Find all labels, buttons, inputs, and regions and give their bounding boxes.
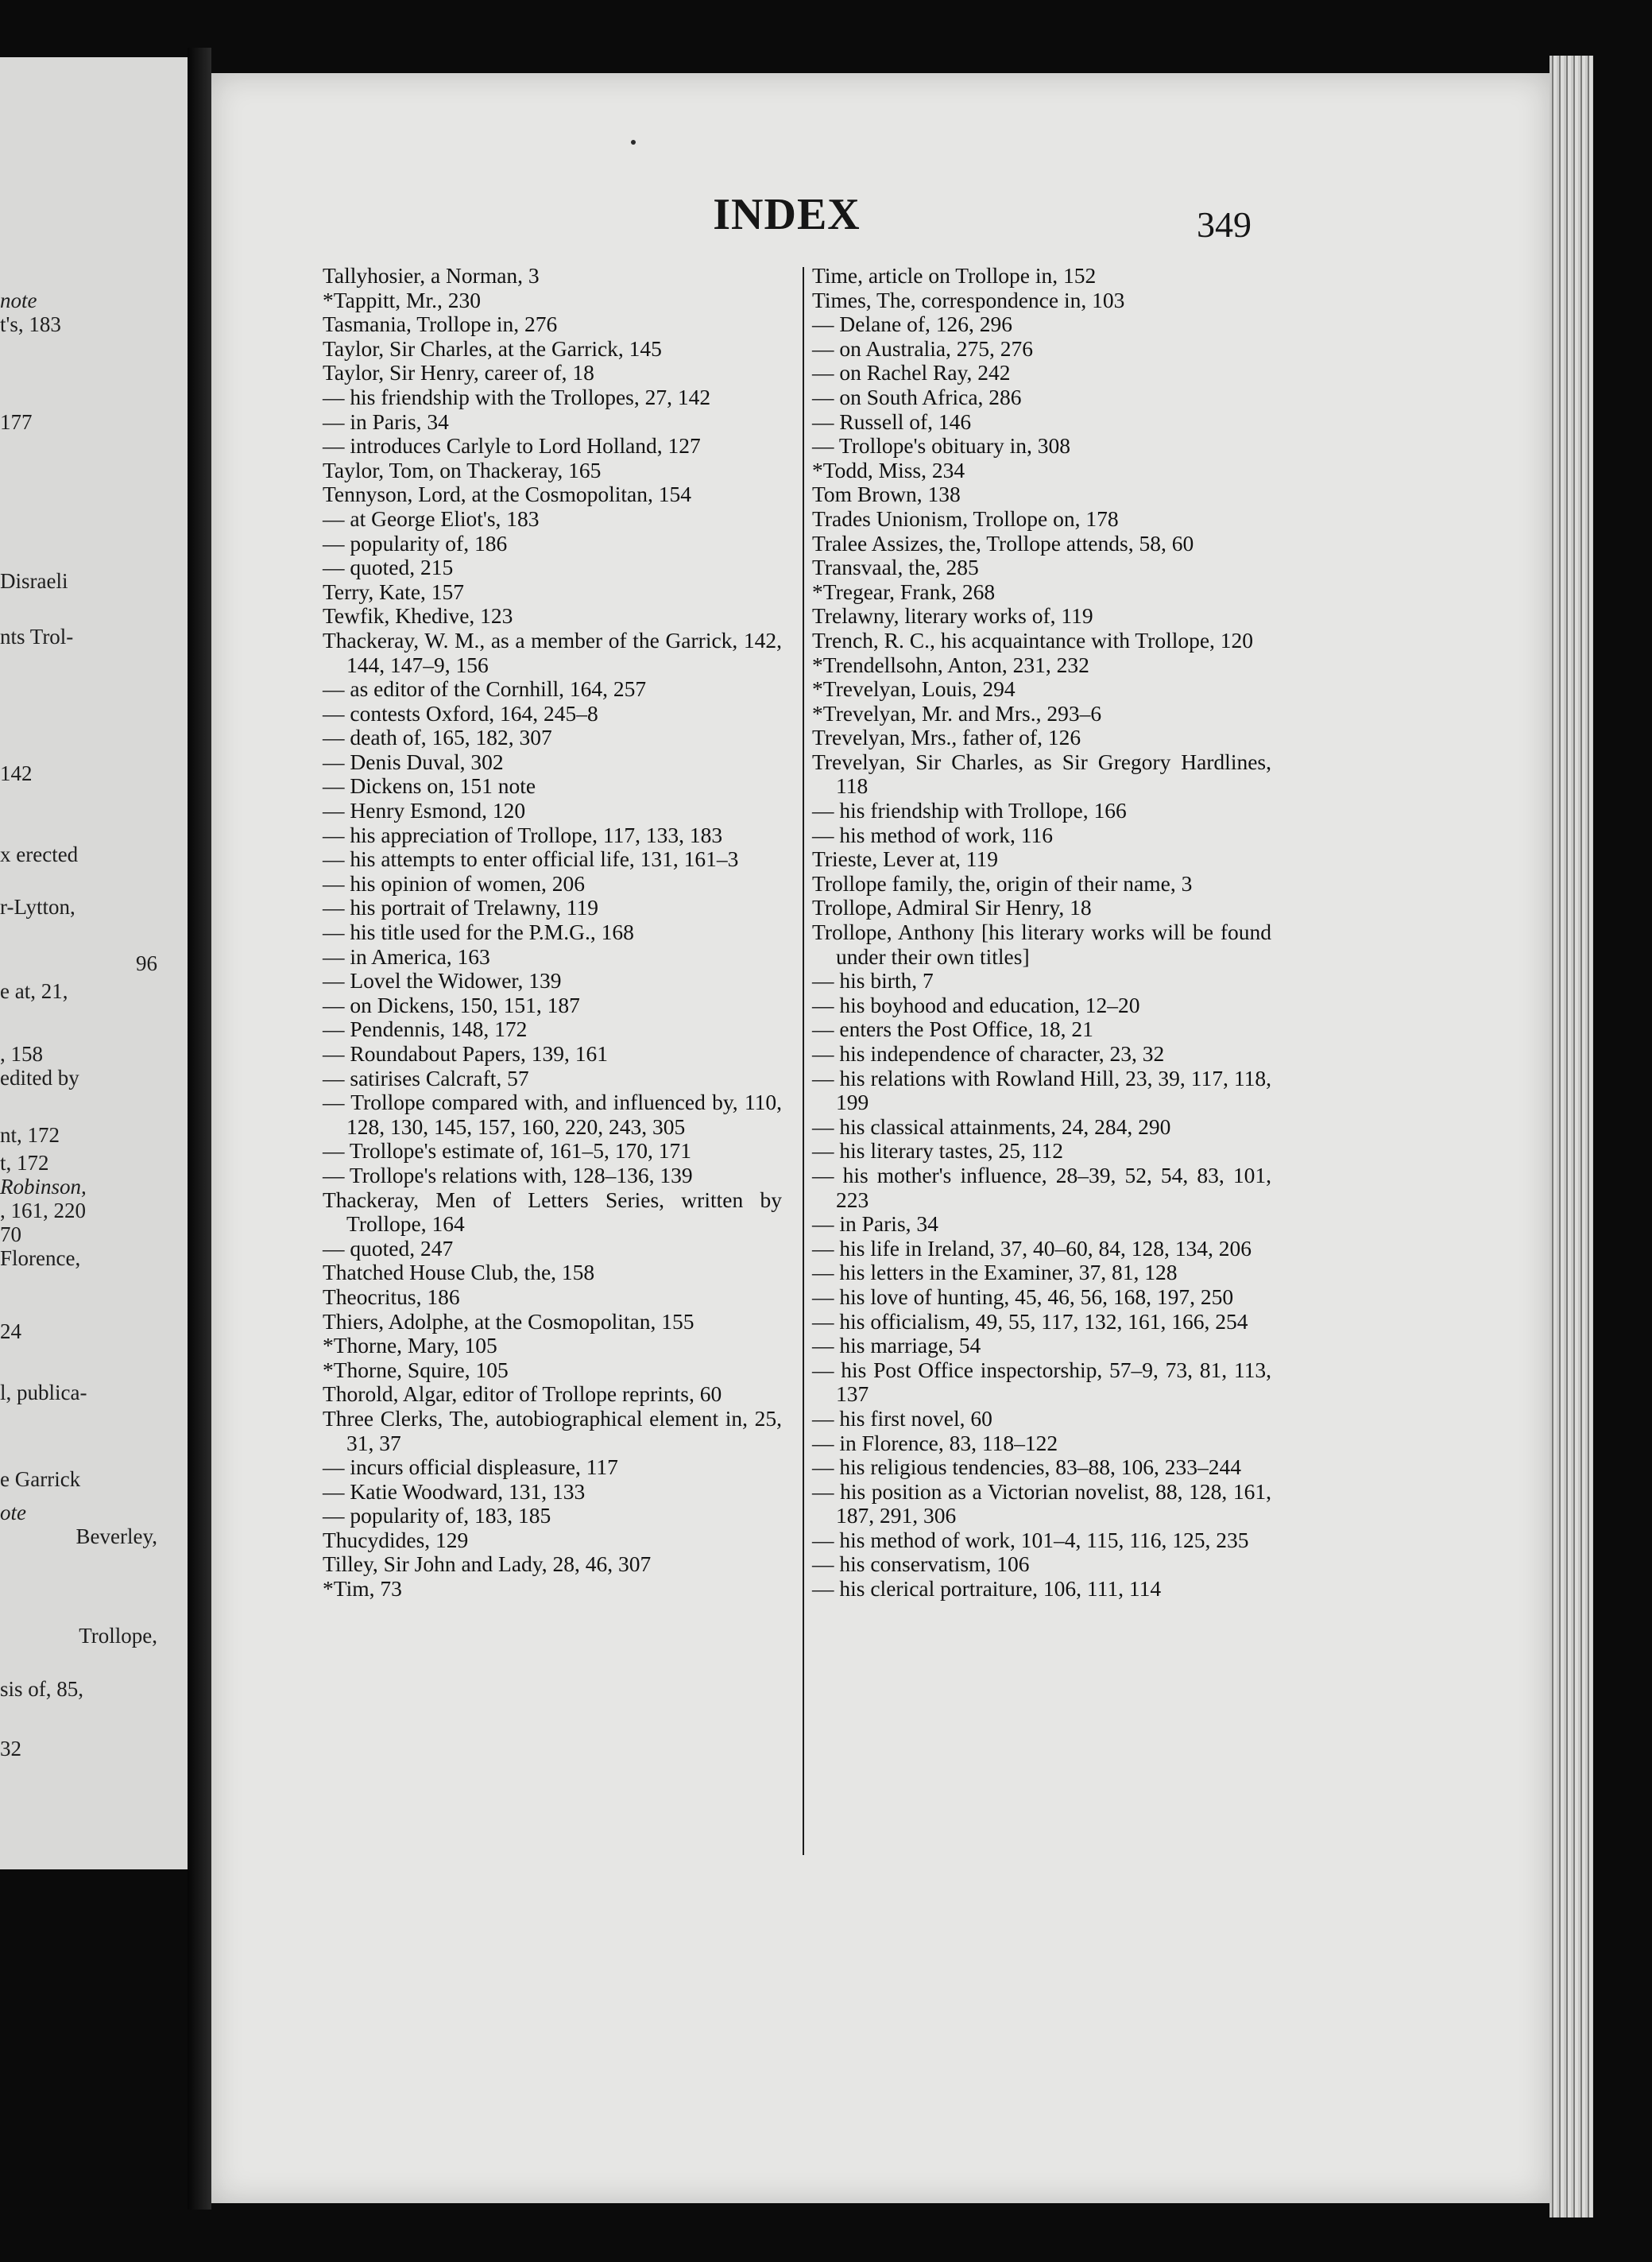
- index-entry: — his marriage, 54: [812, 1333, 981, 1358]
- index-entry: *Tim, 73: [323, 1576, 402, 1602]
- index-entry: — contests Oxford, 164, 245–8: [323, 700, 598, 726]
- facing-page-text: 24: [0, 1319, 21, 1343]
- index-entry: *Thorne, Squire, 105: [323, 1357, 509, 1382]
- index-entry: Tom Brown, 138: [812, 482, 961, 507]
- book-gutter: [188, 48, 211, 2210]
- facing-page-fragment: [0, 57, 188, 1869]
- index-entry: — enters the Post Office, 18, 21: [812, 1017, 1093, 1042]
- index-entry: Tallyhosier, a Norman, 3: [323, 263, 540, 288]
- index-entry: Trevelyan, Sir Charles, as Sir Gregory Hardlines, 118: [812, 749, 1271, 799]
- index-entry: Thatched House Club, the, 158: [323, 1260, 595, 1285]
- index-entry: — popularity of, 183, 185: [323, 1503, 551, 1528]
- index-entry: — his attempts to enter official life, 131, 161–3: [323, 846, 739, 872]
- index-entry: *Todd, Miss, 234: [812, 457, 965, 482]
- index-entry: — satirises Calcraft, 57: [323, 1065, 529, 1090]
- facing-page-text: sis of, 85,: [0, 1677, 84, 1701]
- index-column-left: [323, 264, 782, 1602]
- facing-page-text: t, 172: [0, 1151, 49, 1175]
- facing-page-text: edited by: [0, 1066, 79, 1090]
- facing-page-text: Trollope,: [79, 1624, 157, 1648]
- index-entry: Trollope, Admiral Sir Henry, 18: [812, 895, 1092, 920]
- page-edges: [1549, 56, 1593, 2217]
- index-entry: — his Post Office inspectorship, 57–9, 73, 81, 113, 137: [812, 1357, 1271, 1407]
- index-entry: Tilley, Sir John and Lady, 28, 46, 307: [323, 1551, 652, 1577]
- index-entry: Trelawny, literary works of, 119: [812, 603, 1093, 629]
- index-entry: Thiers, Adolphe, at the Cosmopolitan, 155: [323, 1308, 694, 1334]
- index-entry: — in Paris, 34: [323, 409, 449, 434]
- index-entry: *Tregear, Frank, 268: [812, 579, 996, 604]
- facing-page-text: l, publica-: [0, 1381, 87, 1404]
- index-entry: Tennyson, Lord, at the Cosmopolitan, 154: [323, 482, 691, 507]
- index-entry: — on South Africa, 286: [812, 384, 1022, 409]
- index-entry: — Trollope's estimate of, 161–5, 170, 171: [323, 1138, 692, 1164]
- facing-page-text: Florence,: [0, 1246, 81, 1270]
- facing-page-text: x erected: [0, 842, 79, 866]
- facing-page-text: ote: [0, 1501, 26, 1524]
- index-entry: *Trevelyan, Mr. and Mrs., 293–6: [812, 700, 1102, 726]
- index-entry: — at George Eliot's, 183: [323, 505, 540, 531]
- index-entry: — in Florence, 83, 118–122: [812, 1430, 1058, 1455]
- index-entry: — his clerical portraiture, 106, 111, 114: [812, 1576, 1162, 1602]
- index-entry: — Roundabout Papers, 139, 161: [323, 1041, 609, 1066]
- index-entry: — introduces Carlyle to Lord Holland, 127: [323, 433, 701, 459]
- index-entry: Taylor, Sir Charles, at the Garrick, 145: [323, 335, 662, 361]
- index-entry: — quoted, 215: [323, 555, 454, 580]
- index-entry: — on Rachel Ray, 242: [812, 360, 1011, 385]
- index-entry: Thackeray, Men of Letters Series, written by Trollope, 164: [323, 1187, 782, 1237]
- facing-page-text: 32: [0, 1737, 21, 1760]
- facing-page-text: Robinson,: [0, 1175, 87, 1199]
- index-entry: Thucydides, 129: [323, 1527, 469, 1552]
- index-entry: — on Australia, 275, 276: [812, 335, 1034, 361]
- facing-page-text: 177: [0, 410, 33, 434]
- index-entry: — his friendship with Trollope, 166: [812, 798, 1127, 823]
- index-entry: Times, The, correspondence in, 103: [812, 287, 1125, 312]
- index-entry: Tewfik, Khedive, 123: [323, 603, 513, 629]
- index-entry: — as editor of the Cornhill, 164, 257: [323, 676, 647, 702]
- facing-page-text: note: [0, 289, 37, 312]
- facing-page-text: nt, 172: [0, 1123, 60, 1147]
- index-entry: — his opinion of women, 206: [323, 870, 585, 896]
- page-number: 349: [1197, 204, 1252, 245]
- index-entry: — his boyhood and education, 12–20: [812, 992, 1140, 1017]
- index-entry: — on Dickens, 150, 151, 187: [323, 992, 580, 1017]
- facing-page-text: , 158: [0, 1042, 43, 1066]
- index-entry: — Katie Woodward, 131, 133: [323, 1478, 586, 1504]
- index-entry: — his portrait of Trelawny, 119: [323, 895, 599, 920]
- running-title: INDEX: [713, 190, 861, 239]
- facing-page-text: 70: [0, 1222, 21, 1246]
- index-entry: *Trendellsohn, Anton, 231, 232: [812, 652, 1089, 677]
- index-entry: *Thorne, Mary, 105: [323, 1333, 497, 1358]
- index-entry: — his first novel, 60: [812, 1405, 992, 1431]
- ink-speck: [631, 140, 636, 145]
- facing-page-text: Beverley,: [75, 1524, 157, 1548]
- index-entry: Three Clerks, The, autobiographical element in, 25, 31, 37: [323, 1405, 782, 1455]
- index-entry: — Denis Duval, 302: [323, 749, 504, 774]
- index-entry: — his mother's influence, 28–39, 52, 54, 83, 101, 223: [812, 1162, 1271, 1212]
- index-entry: Theocritus, 186: [323, 1284, 460, 1309]
- index-entry: — his friendship with the Trollopes, 27, 142: [323, 384, 711, 409]
- column-rule: [803, 267, 804, 1855]
- index-entry: — Pendennis, 148, 172: [323, 1017, 528, 1042]
- facing-page-text: e at, 21,: [0, 979, 68, 1003]
- facing-page-text: Disraeli: [0, 569, 68, 593]
- index-entry: — his method of work, 116: [812, 822, 1053, 847]
- index-entry: Thackeray, W. M., as a member of the Garrick, 142, 144, 147–9, 156: [323, 627, 782, 677]
- facing-page-text: r-Lytton,: [0, 895, 75, 919]
- index-entry: Trollope family, the, origin of their name, 3: [812, 870, 1193, 896]
- index-entry: *Tappitt, Mr., 230: [323, 287, 481, 312]
- index-entry: — his love of hunting, 45, 46, 56, 168, 197, 250: [812, 1284, 1234, 1309]
- index-entry: — his position as a Victorian novelist, 88, 128, 161, 187, 291, 306: [812, 1478, 1271, 1528]
- index-entry: — Trollope's obituary in, 308: [812, 433, 1071, 459]
- index-entry: — in Paris, 34: [812, 1211, 938, 1237]
- index-entry: — his method of work, 101–4, 115, 116, 125, 235: [812, 1527, 1249, 1552]
- index-entry: — his independence of character, 23, 32: [812, 1041, 1165, 1066]
- facing-page-text: 142: [0, 761, 33, 785]
- index-entry: — Henry Esmond, 120: [323, 798, 526, 823]
- index-entry: — popularity of, 186: [323, 530, 508, 556]
- index-entry: — Lovel the Widower, 139: [323, 968, 562, 993]
- index-entry: — his officialism, 49, 55, 117, 132, 161, 166, 254: [812, 1308, 1248, 1334]
- index-entry: Transvaal, the, 285: [812, 555, 979, 580]
- index-entry: — Delane of, 126, 296: [812, 312, 1013, 337]
- facing-page-text: 96: [136, 951, 157, 975]
- index-entry: Tasmania, Trollope in, 276: [323, 312, 558, 337]
- index-entry: — Trollope compared with, and influenced by, 110, 128, 130, 145, 157, 160, 220, 243, 305: [323, 1090, 782, 1139]
- index-entry: — his religious tendencies, 83–88, 106, 233–244: [812, 1454, 1242, 1480]
- index-entry: — Trollope's relations with, 128–136, 139: [323, 1162, 693, 1187]
- index-entry: — his letters in the Examiner, 37, 81, 128: [812, 1260, 1178, 1285]
- index-entry: — Russell of, 146: [812, 409, 972, 434]
- index-entry: — incurs official displeasure, 117: [323, 1454, 618, 1480]
- index-entry: Taylor, Tom, on Thackeray, 165: [323, 457, 602, 482]
- index-entry: Trench, R. C., his acquaintance with Trollope, 120: [812, 627, 1254, 653]
- facing-page-text: nts Trol-: [0, 625, 74, 649]
- facing-page-text: , 161, 220: [0, 1199, 86, 1222]
- index-column-right: [812, 264, 1271, 1602]
- index-entry: — his birth, 7: [812, 968, 934, 993]
- facing-page-text: e Garrick: [0, 1467, 81, 1491]
- index-entry: Trades Unionism, Trollope on, 178: [812, 505, 1119, 531]
- index-entry: Terry, Kate, 157: [323, 579, 465, 604]
- index-entry: Taylor, Sir Henry, career of, 18: [323, 360, 594, 385]
- index-entry: *Trevelyan, Louis, 294: [812, 676, 1016, 702]
- index-entry: — Dickens on, 151 note: [323, 773, 536, 799]
- index-entry: — his literary tastes, 25, 112: [812, 1138, 1063, 1164]
- index-entry: — his life in Ireland, 37, 40–60, 84, 128, 134, 206: [812, 1235, 1252, 1261]
- index-entry: — his relations with Rowland Hill, 23, 39, 117, 118, 199: [812, 1065, 1271, 1115]
- facing-page-text: t's, 183: [0, 312, 61, 336]
- index-entry: Thorold, Algar, editor of Trollope reprints, 60: [323, 1381, 722, 1407]
- index-entry: Trevelyan, Mrs., father of, 126: [812, 725, 1081, 750]
- index-entry: Time, article on Trollope in, 152: [812, 263, 1097, 288]
- index-entry: — in America, 163: [323, 943, 490, 969]
- index-entry: — his conservatism, 106: [812, 1551, 1030, 1577]
- index-entry: — his title used for the P.M.G., 168: [323, 920, 634, 945]
- index-entry: Tralee Assizes, the, Trollope attends, 58, 60: [812, 530, 1194, 556]
- index-entry: — quoted, 247: [323, 1235, 454, 1261]
- index-entry: — his appreciation of Trollope, 117, 133, 183: [323, 822, 723, 847]
- index-entry: Trollope, Anthony [his literary works will be found under their own titles]: [812, 920, 1271, 969]
- index-entry: Trieste, Lever at, 119: [812, 846, 998, 872]
- index-entry: — death of, 165, 182, 307: [323, 725, 552, 750]
- index-entry: — his classical attainments, 24, 284, 290: [812, 1114, 1171, 1139]
